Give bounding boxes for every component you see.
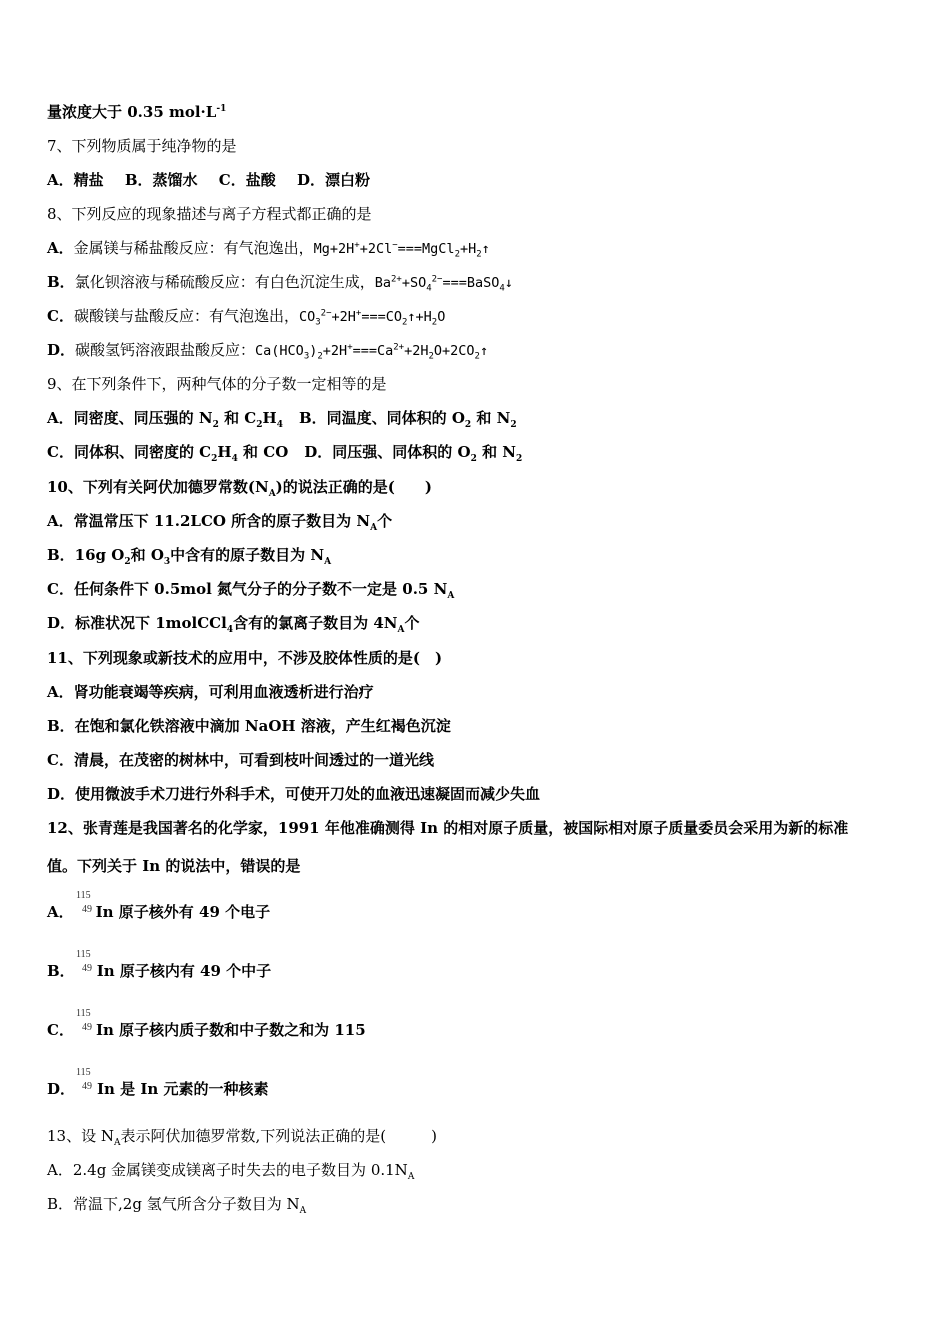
q9-options-cd: C．同体积、同密度的 $C_2H_4$ 和 CO D．同压强、同体积的 $O_2$ 和 $N_2$ — [47, 443, 523, 464]
mass-number: 115 — [76, 949, 91, 960]
q13-option-a: A．2.4g 金属镁变成镁离子时失去的电子数目为 $0.1N_A$ — [47, 1161, 415, 1182]
intro-line: 量浓度大于 0.35 $mol\cdot L^{-1}$ — [47, 103, 227, 121]
q12-option-c: C． In 原子核内质子数和中子数之和为 115 — [47, 1021, 366, 1039]
q8-stem: 8、下列反应的现象描述与离子方程式都正确的是 — [47, 205, 372, 223]
q12-stem-1: 12、张青莲是我国著名的化学家，1991 年他准确测得 In 的相对原子质量，被国际相对原子质量委员会采用为新的标准 — [47, 819, 849, 837]
mass-number: 115 — [76, 1008, 91, 1019]
q7-stem: 7、下列物质属于纯净物的是 — [47, 137, 237, 155]
q10-option-a: A．常温常压下 11.2LCO 所含的原子数目为 $N_A$个 — [47, 512, 393, 533]
q10-option-b: B．16g $O_2$和 $O_3$中含有的原子数目为 $N_A$ — [47, 546, 332, 567]
q8-option-a: A．金属镁与稀盐酸反应：有气泡逸出，$Mg+2H^++2Cl^-===MgCl_2+H_2↑$ — [47, 239, 490, 260]
atomic-number: 49 — [82, 1081, 92, 1092]
q11-stem: 11、下列现象或新技术的应用中，不涉及胶体性质的是( ) — [47, 649, 443, 667]
q8-option-d: D．碳酸氢钙溶液跟盐酸反应：$Ca(HCO_3)_2+2H^+===Ca^{2+}+2H_2O+2CO_2↑$ — [47, 341, 489, 362]
q11-option-b: B．在饱和氯化铁溶液中滴加 NaOH 溶液，产生红褐色沉淀 — [47, 717, 451, 735]
atomic-number: 49 — [82, 1022, 92, 1033]
q11-option-d: D．使用微波手术刀进行外科手术，可使开刀处的血液迅速凝固而减少失血 — [47, 785, 541, 803]
q13-option-b: B．常温下,2g 氢气所含分子数目为 $N_A$ — [47, 1195, 307, 1216]
q7-options: A．精盐 B．蒸馏水 C．盐酸 D．漂白粉 — [47, 171, 370, 189]
atomic-number: 49 — [82, 904, 92, 915]
q9-options-ab: A．同密度、同压强的 $N_2$ 和 $C_2H_4$ B．同温度、同体积的 $O_2$ 和 $N_2$ — [47, 409, 517, 430]
q12-option-d: D． In 是 In 元素的一种核素 — [47, 1080, 269, 1098]
q12-stem-2: 值。下列关于 In 的说法中，错误的是 — [47, 857, 301, 875]
q8-option-b: B．氯化钡溶液与稀硫酸反应：有白色沉淀生成，$Ba^{2+}+SO_4^{2-}===BaSO_4↓$ — [47, 273, 513, 294]
q10-option-d: D．标准状况下 1molCCl$_4$含有的氯离子数目为 $4N_A$个 — [47, 614, 420, 635]
atomic-number: 49 — [82, 963, 92, 974]
q11-option-a: A．肾功能衰竭等疾病，可利用血液透析进行治疗 — [47, 683, 374, 701]
q12-option-a: A． In 原子核外有 49 个电子 — [47, 903, 271, 921]
q8-option-c: C．碳酸镁与盐酸反应：有气泡逸出，$CO_3^{2-}+2H^+===CO_2↑+H_2O$ — [47, 307, 446, 328]
q9-stem: 9、在下列条件下，两种气体的分子数一定相等的是 — [47, 375, 387, 393]
mass-number: 115 — [76, 890, 91, 901]
q13-stem: 13、设 $N_A$表示阿伏加德罗常数,下列说法正确的是( ) — [47, 1127, 437, 1148]
q10-option-c: C．任何条件下 0.5mol 氮气分子的分子数不一定是 0.5 $N_A$ — [47, 580, 455, 601]
q11-option-c: C．清晨，在茂密的树林中，可看到枝叶间透过的一道光线 — [47, 751, 434, 769]
mass-number: 115 — [76, 1067, 91, 1078]
q10-stem: 10、下列有关阿伏加德罗常数$(N_A)$的说法正确的是( ) — [47, 478, 432, 499]
q12-option-b: B． In 原子核内有 49 个中子 — [47, 962, 272, 980]
